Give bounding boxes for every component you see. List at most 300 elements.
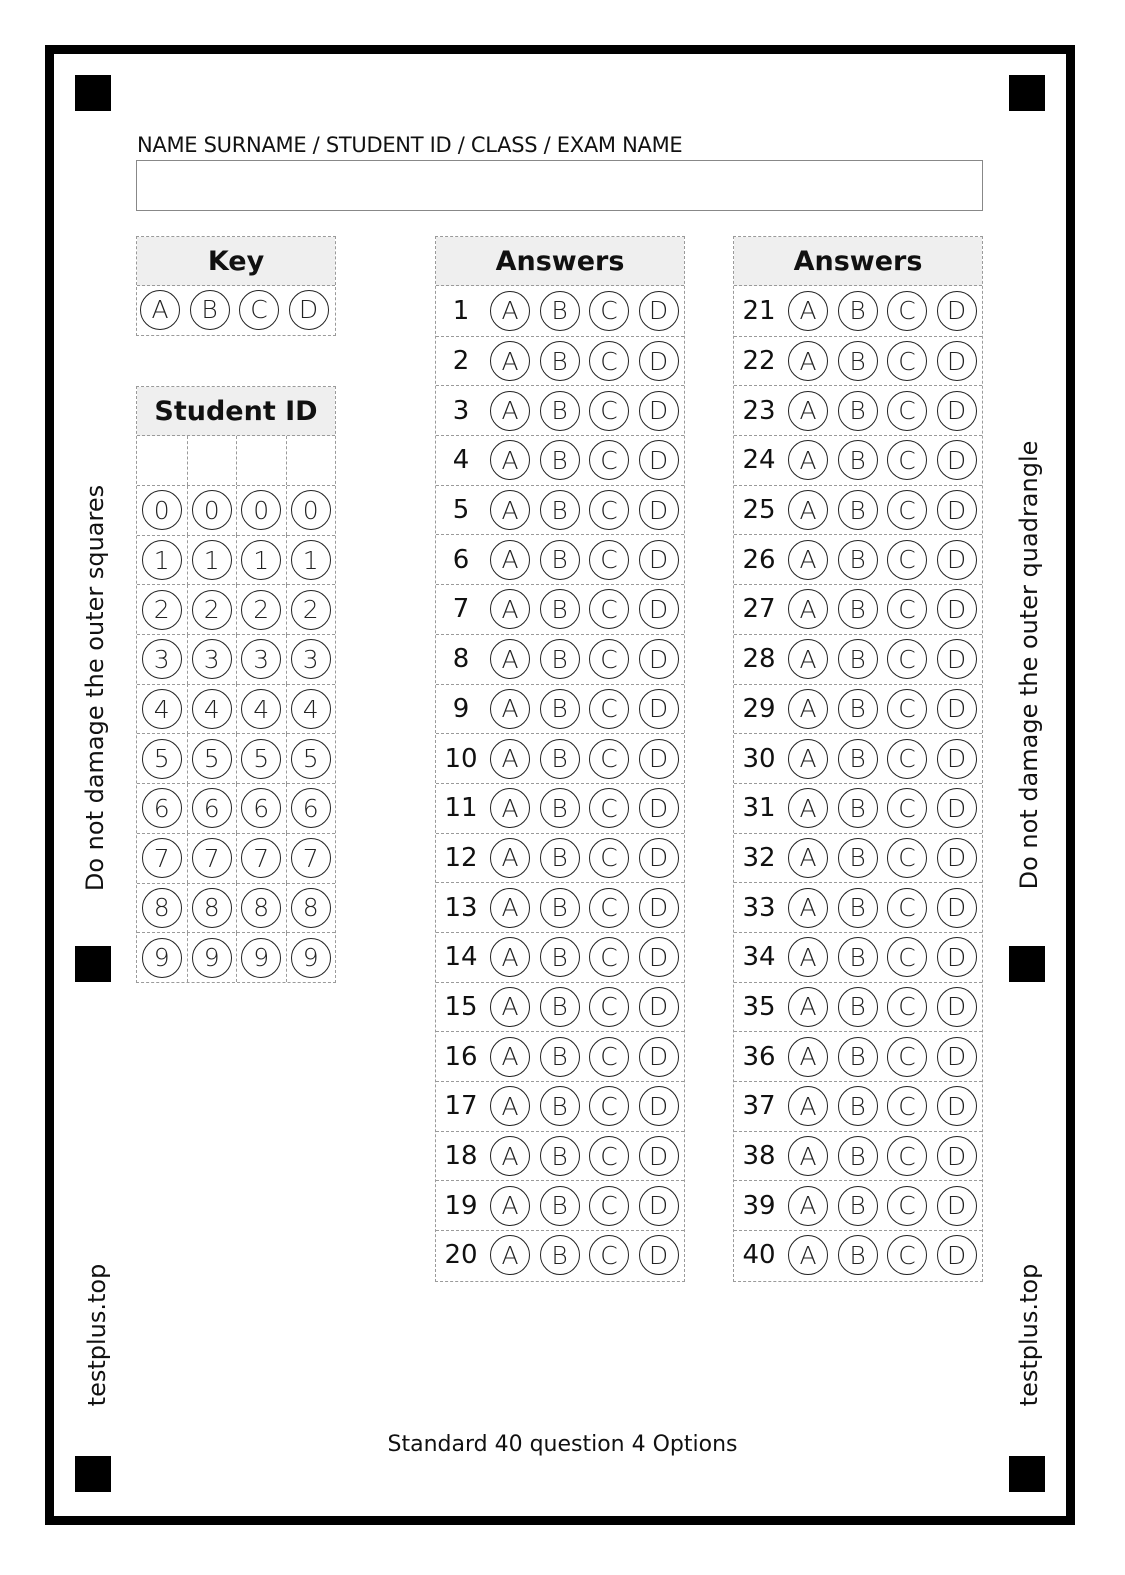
answer-row: [436, 385, 684, 435]
answer-bubble-b[interactable]: B: [838, 788, 878, 828]
student-id-cell: [236, 734, 286, 784]
answer-row: [436, 684, 684, 734]
student-id-bubble-8[interactable]: 8: [241, 888, 281, 928]
answer-options: [490, 291, 679, 331]
answer-bubble-a[interactable]: A: [788, 1136, 828, 1176]
registration-mark-top-right: [1009, 75, 1045, 111]
answer-bubble-b[interactable]: B: [540, 739, 580, 779]
answer-bubble-d[interactable]: D: [937, 1086, 977, 1126]
answer-bubble-c[interactable]: C: [589, 391, 629, 431]
answer-bubble-b[interactable]: B: [540, 838, 580, 878]
answer-bubble-b[interactable]: B: [540, 987, 580, 1027]
student-id-bubble-5[interactable]: 5: [291, 739, 331, 779]
answer-bubble-a[interactable]: A: [490, 987, 530, 1027]
student-id-digit-row: [137, 883, 335, 933]
answer-bubble-d[interactable]: D: [937, 1186, 977, 1226]
answer-row: [734, 1131, 982, 1181]
answer-bubble-a[interactable]: A: [788, 689, 828, 729]
student-id-cell: [187, 684, 237, 734]
student-id-cell: [286, 933, 336, 983]
answer-bubble-a[interactable]: A: [490, 341, 530, 381]
answer-bubble-a[interactable]: A: [788, 987, 828, 1027]
student-id-bubble-9[interactable]: 9: [192, 938, 232, 978]
answer-bubble-c[interactable]: C: [887, 788, 927, 828]
answer-bubble-d[interactable]: D: [639, 937, 679, 977]
student-id-cell: [236, 635, 286, 685]
question-number: 27: [742, 594, 776, 625]
answer-bubble-b[interactable]: B: [540, 1037, 580, 1077]
student-id-digit-row: [137, 485, 335, 535]
answer-bubble-a[interactable]: A: [788, 291, 828, 331]
student-id-section: [136, 386, 336, 983]
student-id-bubble-1[interactable]: 1: [142, 540, 182, 580]
answer-bubble-a[interactable]: A: [788, 391, 828, 431]
question-number: 33: [742, 892, 776, 923]
answer-row: [436, 1031, 684, 1081]
answer-bubble-b[interactable]: B: [838, 440, 878, 480]
answer-options: [490, 440, 679, 480]
answer-options: [490, 838, 679, 878]
student-id-bubble-4[interactable]: 4: [192, 689, 232, 729]
answer-options: [788, 937, 977, 977]
answer-bubble-d[interactable]: D: [639, 391, 679, 431]
student-id-cell: [286, 486, 336, 536]
answer-bubble-a[interactable]: A: [490, 639, 530, 679]
answer-bubble-c[interactable]: C: [887, 838, 927, 878]
answer-bubble-b[interactable]: B: [540, 788, 580, 828]
answer-bubble-b[interactable]: B: [838, 888, 878, 928]
key-title: Key: [137, 237, 335, 286]
answer-options: [490, 1037, 679, 1077]
registration-mark-mid-left: [75, 946, 111, 982]
answer-bubble-a[interactable]: A: [490, 440, 530, 480]
student-id-bubble-7[interactable]: 7: [192, 838, 232, 878]
answer-bubble-d[interactable]: D: [639, 1235, 679, 1275]
answer-bubble-d[interactable]: D: [639, 540, 679, 580]
question-number: 34: [742, 942, 776, 973]
answer-bubble-b[interactable]: B: [838, 987, 878, 1027]
student-id-bubble-1[interactable]: 1: [241, 540, 281, 580]
answer-bubble-c[interactable]: C: [589, 1136, 629, 1176]
answer-row: [734, 1180, 982, 1230]
student-id-bubble-0[interactable]: 0: [291, 490, 331, 530]
answer-bubble-d[interactable]: D: [639, 1037, 679, 1077]
answer-bubble-d[interactable]: D: [639, 689, 679, 729]
answer-bubble-d[interactable]: D: [639, 888, 679, 928]
answer-bubble-b[interactable]: B: [838, 1086, 878, 1126]
student-id-cell: [236, 933, 286, 983]
answer-bubble-d[interactable]: D: [937, 838, 977, 878]
student-id-bubble-8[interactable]: 8: [291, 888, 331, 928]
answer-bubble-b[interactable]: B: [838, 589, 878, 629]
answer-bubble-c[interactable]: C: [589, 440, 629, 480]
answer-bubble-c[interactable]: C: [589, 1037, 629, 1077]
answer-bubble-d[interactable]: D: [639, 440, 679, 480]
answer-bubble-c[interactable]: C: [887, 987, 927, 1027]
answer-bubble-b[interactable]: B: [838, 1037, 878, 1077]
answer-bubble-b[interactable]: B: [540, 1235, 580, 1275]
question-number: 9: [452, 693, 470, 724]
answer-bubble-c[interactable]: C: [589, 490, 629, 530]
answer-bubble-a[interactable]: A: [788, 540, 828, 580]
answers-section-left: [435, 236, 685, 1282]
answer-bubble-d[interactable]: D: [937, 440, 977, 480]
answer-bubble-a[interactable]: A: [788, 739, 828, 779]
answer-bubble-d[interactable]: D: [937, 1235, 977, 1275]
student-id-bubble-4[interactable]: 4: [241, 689, 281, 729]
answer-bubble-a[interactable]: A: [788, 838, 828, 878]
answer-bubble-c[interactable]: C: [887, 440, 927, 480]
student-id-bubble-0[interactable]: 0: [142, 490, 182, 530]
student-id-bubble-1[interactable]: 1: [291, 540, 331, 580]
key-bubble-c[interactable]: C: [239, 290, 279, 330]
student-id-bubble-9[interactable]: 9: [291, 938, 331, 978]
answer-options: [490, 391, 679, 431]
answer-options: [490, 341, 679, 381]
answer-bubble-a[interactable]: A: [490, 490, 530, 530]
student-id-bubble-0[interactable]: 0: [192, 490, 232, 530]
answer-bubble-b[interactable]: B: [540, 540, 580, 580]
answer-bubble-d[interactable]: D: [937, 490, 977, 530]
student-id-bubble-3[interactable]: 3: [142, 639, 182, 679]
student-id-bubble-6[interactable]: 6: [241, 788, 281, 828]
answer-bubble-d[interactable]: D: [937, 689, 977, 729]
key-bubble-a[interactable]: A: [140, 290, 180, 330]
answer-bubble-a[interactable]: A: [788, 1235, 828, 1275]
answer-bubble-c[interactable]: C: [589, 937, 629, 977]
answer-bubble-d[interactable]: D: [937, 739, 977, 779]
answer-bubble-d[interactable]: D: [639, 788, 679, 828]
answer-bubble-b[interactable]: B: [838, 689, 878, 729]
question-number: 26: [742, 544, 776, 575]
name-field-label: NAME SURNAME / STUDENT ID / CLASS / EXAM NAME: [137, 133, 683, 157]
answer-bubble-c[interactable]: C: [589, 1235, 629, 1275]
answer-bubble-a[interactable]: A: [788, 639, 828, 679]
answer-bubble-c[interactable]: C: [887, 888, 927, 928]
answer-options: [490, 888, 679, 928]
answer-bubble-b[interactable]: B: [540, 440, 580, 480]
answer-bubble-b[interactable]: B: [540, 689, 580, 729]
answer-bubble-d[interactable]: D: [937, 589, 977, 629]
answer-bubble-c[interactable]: C: [589, 888, 629, 928]
answer-bubble-d[interactable]: D: [937, 391, 977, 431]
student-id-title: Student ID: [137, 387, 335, 436]
answer-bubble-c[interactable]: C: [887, 391, 927, 431]
answer-row: [734, 634, 982, 684]
answer-bubble-c[interactable]: C: [589, 1186, 629, 1226]
answer-bubble-a[interactable]: A: [490, 689, 530, 729]
answer-bubble-a[interactable]: A: [788, 937, 828, 977]
answer-bubble-b[interactable]: B: [838, 937, 878, 977]
student-id-cell: [187, 883, 237, 933]
answer-bubble-c[interactable]: C: [887, 639, 927, 679]
answer-bubble-b[interactable]: B: [838, 1186, 878, 1226]
answer-row: [734, 783, 982, 833]
answer-bubble-c[interactable]: C: [887, 589, 927, 629]
answer-bubble-b[interactable]: B: [540, 291, 580, 331]
answer-bubble-b[interactable]: B: [540, 589, 580, 629]
answer-bubble-a[interactable]: A: [490, 888, 530, 928]
question-number: 36: [742, 1041, 776, 1072]
student-id-digit-row: [137, 932, 335, 982]
answer-bubble-a[interactable]: A: [788, 341, 828, 381]
answer-bubble-c[interactable]: C: [887, 1037, 927, 1077]
registration-mark-top-left: [75, 75, 111, 111]
answer-bubble-d[interactable]: D: [639, 291, 679, 331]
answer-bubble-a[interactable]: A: [490, 1086, 530, 1126]
answer-bubble-c[interactable]: C: [887, 739, 927, 779]
answer-bubble-c[interactable]: C: [589, 788, 629, 828]
answer-bubble-a[interactable]: A: [490, 540, 530, 580]
student-id-write-row: [137, 436, 335, 485]
answer-row: [734, 1081, 982, 1131]
answer-bubble-d[interactable]: D: [937, 888, 977, 928]
question-number: 1: [452, 295, 470, 326]
answer-bubble-a[interactable]: A: [788, 1037, 828, 1077]
student-id-bubble-4[interactable]: 4: [291, 689, 331, 729]
answer-bubble-d[interactable]: D: [937, 540, 977, 580]
answer-options: [788, 689, 977, 729]
student-id-cell: [236, 833, 286, 883]
student-id-cell: [286, 734, 336, 784]
answer-bubble-a[interactable]: A: [490, 739, 530, 779]
answer-bubble-c[interactable]: C: [887, 540, 927, 580]
answer-options: [788, 440, 977, 480]
student-id-bubble-6[interactable]: 6: [192, 788, 232, 828]
answer-bubble-a[interactable]: A: [788, 888, 828, 928]
student-id-bubble-6[interactable]: 6: [142, 788, 182, 828]
student-id-bubble-2[interactable]: 2: [241, 590, 281, 630]
answer-bubble-d[interactable]: D: [937, 291, 977, 331]
student-id-cell: [236, 535, 286, 585]
answer-bubble-d[interactable]: D: [639, 987, 679, 1027]
answer-bubble-d[interactable]: D: [639, 1186, 679, 1226]
student-id-bubble-2[interactable]: 2: [192, 590, 232, 630]
registration-mark-bottom-left: [75, 1456, 111, 1492]
answer-bubble-c[interactable]: C: [589, 838, 629, 878]
student-id-bubble-1[interactable]: 1: [192, 540, 232, 580]
right-site-text: testplus.top: [1015, 1263, 1043, 1407]
answer-bubble-c[interactable]: C: [887, 341, 927, 381]
answer-bubble-b[interactable]: B: [540, 1086, 580, 1126]
answer-bubble-a[interactable]: A: [490, 937, 530, 977]
answer-bubble-d[interactable]: D: [937, 1136, 977, 1176]
student-id-cell: [137, 883, 187, 933]
answer-bubble-b[interactable]: B: [540, 1136, 580, 1176]
answer-bubble-c[interactable]: C: [887, 1186, 927, 1226]
answer-bubble-a[interactable]: A: [490, 291, 530, 331]
answer-bubble-d[interactable]: D: [937, 937, 977, 977]
answer-bubble-b[interactable]: B: [838, 739, 878, 779]
answer-bubble-a[interactable]: A: [788, 490, 828, 530]
student-id-write-cell[interactable]: [137, 436, 187, 485]
answer-bubble-b[interactable]: B: [540, 391, 580, 431]
student-id-cell: [137, 535, 187, 585]
question-number: 40: [742, 1240, 776, 1271]
answer-bubble-b[interactable]: B: [540, 937, 580, 977]
answer-bubble-c[interactable]: C: [589, 540, 629, 580]
answer-bubble-b[interactable]: B: [838, 490, 878, 530]
answer-bubble-b[interactable]: B: [838, 540, 878, 580]
question-number: 2: [452, 346, 470, 377]
key-bubble-d[interactable]: D: [289, 290, 329, 330]
answer-bubble-d[interactable]: D: [639, 490, 679, 530]
answer-bubble-d[interactable]: D: [937, 341, 977, 381]
answer-bubble-b[interactable]: B: [540, 490, 580, 530]
answer-bubble-b[interactable]: B: [540, 341, 580, 381]
answer-bubble-a[interactable]: A: [490, 838, 530, 878]
student-id-grid: [137, 436, 335, 982]
answer-bubble-b[interactable]: B: [838, 341, 878, 381]
student-id-bubble-7[interactable]: 7: [142, 838, 182, 878]
answer-bubble-a[interactable]: A: [490, 391, 530, 431]
answer-bubble-c[interactable]: C: [589, 589, 629, 629]
student-id-digit-row: [137, 783, 335, 833]
answers-title-left: Answers: [436, 237, 684, 286]
answer-bubble-c[interactable]: C: [887, 1086, 927, 1126]
question-number: 29: [742, 693, 776, 724]
answers-title-right: Answers: [734, 237, 982, 286]
answers-list-right: [734, 286, 982, 1280]
answer-bubble-b[interactable]: B: [540, 1186, 580, 1226]
answer-bubble-d[interactable]: D: [639, 1086, 679, 1126]
answer-bubble-c[interactable]: C: [887, 490, 927, 530]
student-id-write-cell[interactable]: [236, 436, 286, 485]
answer-options: [788, 1186, 977, 1226]
question-number: 28: [742, 644, 776, 675]
answer-row: [734, 982, 982, 1032]
answer-row: [436, 435, 684, 485]
answer-options: [788, 540, 977, 580]
student-id-bubble-8[interactable]: 8: [142, 888, 182, 928]
student-id-bubble-0[interactable]: 0: [241, 490, 281, 530]
answer-row: [734, 932, 982, 982]
student-id-bubble-3[interactable]: 3: [192, 639, 232, 679]
answer-row: [436, 1230, 684, 1280]
answer-row: [436, 1131, 684, 1181]
answer-bubble-d[interactable]: D: [937, 788, 977, 828]
answer-bubble-d[interactable]: D: [639, 589, 679, 629]
answer-bubble-b[interactable]: B: [838, 391, 878, 431]
answer-bubble-a[interactable]: A: [788, 1186, 828, 1226]
answer-bubble-d[interactable]: D: [639, 1136, 679, 1176]
answer-bubble-c[interactable]: C: [589, 341, 629, 381]
student-id-bubble-5[interactable]: 5: [192, 739, 232, 779]
student-id-bubble-5[interactable]: 5: [142, 739, 182, 779]
question-number: 15: [444, 991, 478, 1022]
answer-bubble-b[interactable]: B: [838, 838, 878, 878]
answer-bubble-c[interactable]: C: [589, 987, 629, 1027]
answer-options: [788, 391, 977, 431]
question-number: 23: [742, 395, 776, 426]
student-id-cell: [137, 833, 187, 883]
student-id-bubble-2[interactable]: 2: [291, 590, 331, 630]
answer-bubble-d[interactable]: D: [937, 1037, 977, 1077]
answer-bubble-a[interactable]: A: [788, 788, 828, 828]
question-number: 5: [452, 495, 470, 526]
student-id-bubble-8[interactable]: 8: [192, 888, 232, 928]
answer-bubble-c[interactable]: C: [887, 689, 927, 729]
answer-bubble-d[interactable]: D: [937, 639, 977, 679]
answer-bubble-b[interactable]: B: [838, 1136, 878, 1176]
student-id-cell: [286, 535, 336, 585]
answer-bubble-a[interactable]: A: [788, 440, 828, 480]
answer-row: [436, 1180, 684, 1230]
answer-bubble-c[interactable]: C: [589, 689, 629, 729]
answer-bubble-c[interactable]: C: [589, 1086, 629, 1126]
answer-bubble-a[interactable]: A: [490, 589, 530, 629]
answer-bubble-a[interactable]: A: [788, 1086, 828, 1126]
question-number: 4: [452, 445, 470, 476]
answer-bubble-c[interactable]: C: [589, 291, 629, 331]
answer-bubble-d[interactable]: D: [937, 987, 977, 1027]
student-id-bubble-7[interactable]: 7: [291, 838, 331, 878]
answer-row: [436, 534, 684, 584]
name-field[interactable]: [136, 160, 983, 211]
answer-bubble-d[interactable]: D: [639, 739, 679, 779]
student-id-digit-row: [137, 584, 335, 634]
student-id-digit-row: [137, 634, 335, 684]
student-id-write-cell[interactable]: [286, 436, 336, 485]
key-bubble-b[interactable]: B: [190, 290, 230, 330]
student-id-bubble-7[interactable]: 7: [241, 838, 281, 878]
answer-bubble-c[interactable]: C: [887, 291, 927, 331]
answer-bubble-b[interactable]: B: [540, 888, 580, 928]
question-number: 32: [742, 842, 776, 873]
answer-bubble-c[interactable]: C: [887, 937, 927, 977]
student-id-bubble-4[interactable]: 4: [142, 689, 182, 729]
answer-bubble-c[interactable]: C: [589, 739, 629, 779]
answer-row: [436, 733, 684, 783]
student-id-bubble-9[interactable]: 9: [142, 938, 182, 978]
student-id-bubble-3[interactable]: 3: [241, 639, 281, 679]
question-number: 3: [452, 395, 470, 426]
answer-bubble-b[interactable]: B: [838, 1235, 878, 1275]
answer-bubble-d[interactable]: D: [639, 341, 679, 381]
student-id-bubble-2[interactable]: 2: [142, 590, 182, 630]
answer-bubble-b[interactable]: B: [540, 639, 580, 679]
student-id-bubble-6[interactable]: 6: [291, 788, 331, 828]
answer-row: [734, 385, 982, 435]
answer-bubble-a[interactable]: A: [490, 1235, 530, 1275]
answer-bubble-b[interactable]: B: [838, 291, 878, 331]
answer-bubble-a[interactable]: A: [490, 1186, 530, 1226]
answer-row: [734, 833, 982, 883]
answer-row: [734, 286, 982, 336]
answer-bubble-c[interactable]: C: [887, 1136, 927, 1176]
answer-options: [490, 639, 679, 679]
answer-bubble-a[interactable]: A: [490, 1136, 530, 1176]
answer-bubble-a[interactable]: A: [490, 1037, 530, 1077]
student-id-bubble-3[interactable]: 3: [291, 639, 331, 679]
answer-bubble-c[interactable]: C: [887, 1235, 927, 1275]
student-id-digit-row: [137, 535, 335, 585]
answer-bubble-a[interactable]: A: [490, 788, 530, 828]
answer-options: [490, 589, 679, 629]
answer-bubble-c[interactable]: C: [589, 639, 629, 679]
answer-bubble-a[interactable]: A: [788, 589, 828, 629]
question-number: 37: [742, 1091, 776, 1122]
answer-bubble-b[interactable]: B: [838, 639, 878, 679]
answer-bubble-d[interactable]: D: [639, 838, 679, 878]
registration-mark-mid-right: [1009, 946, 1045, 982]
answer-bubble-d[interactable]: D: [639, 639, 679, 679]
student-id-write-cell[interactable]: [187, 436, 237, 485]
student-id-bubble-9[interactable]: 9: [241, 938, 281, 978]
answer-options: [788, 739, 977, 779]
student-id-cell: [187, 535, 237, 585]
student-id-bubble-5[interactable]: 5: [241, 739, 281, 779]
